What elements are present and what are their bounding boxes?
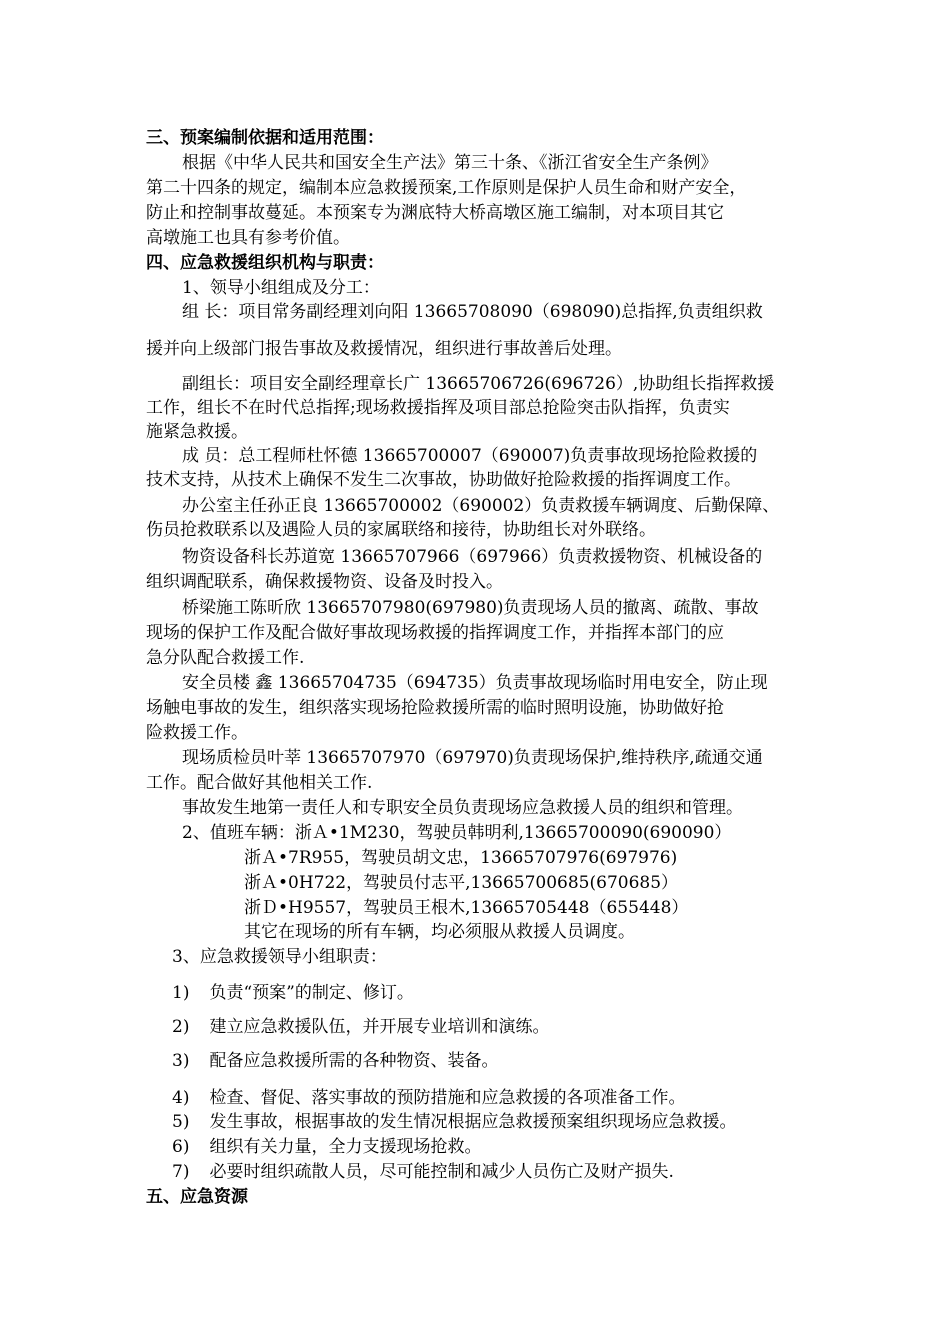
section3-line: 第二十四条的规定，编制本应急救援预案,工作原则是保护人员生命和财产安全， bbox=[146, 178, 747, 198]
quality-line: 现场质检员叶莘 13665707970（697970)负责现场保护,维持秩序,疏通交通 bbox=[182, 748, 763, 768]
duty-text: 必要时组织疏散人员，尽可能控制和减少人员伤亡及财产损失. bbox=[209, 1162, 674, 1182]
leader-line: 援并向上级部门报告事故及救援情况，组织进行事故善后处理。 bbox=[146, 339, 622, 359]
vehicle-line: 浙Ａ•0H722，驾驶员付志平,13665700685(670685） bbox=[244, 873, 679, 893]
member-line: 技术支持，从技术上确保不发生二次事故，协助做好抢险救援的指挥调度工作。 bbox=[146, 470, 741, 490]
duty-text: 建立应急救援队伍，并开展专业培训和演练。 bbox=[209, 1017, 550, 1037]
office-line: 伤员抢救联系以及遇险人员的家属联络和接待，协助组长对外联络。 bbox=[146, 520, 656, 540]
duty-text: 负责“预案”的制定、修订。 bbox=[209, 983, 414, 1003]
bridge-line: 桥梁施工陈昕欣 13665707980(697980)负责现场人员的撤离、疏散、事故 bbox=[182, 598, 759, 618]
vehicle-line: 浙Ｄ•H9557，驾驶员王根木,13665705448（655448） bbox=[244, 898, 689, 918]
duty-item bbox=[172, 1015, 549, 1039]
safety-line: 场触电事故的发生，组织落实现场抢险救援所需的临时照明设施，协助做好抢 bbox=[146, 698, 724, 718]
vehicle-line: 浙Ａ•7R955，驾驶员胡文忠，13665707976(697976) bbox=[244, 848, 678, 868]
duty-text: 配备应急救援所需的各种物资、装备。 bbox=[209, 1051, 499, 1071]
duty-text: 组织有关力量，全力支援现场抢救。 bbox=[209, 1137, 482, 1157]
member-line: 成 员：总工程师杜怀德 13665700007（690007)负责事故现场抢险救援的 bbox=[182, 446, 758, 466]
duty-number: 5) bbox=[172, 1112, 190, 1132]
section5-heading: 五、应急资源 bbox=[146, 1187, 248, 1207]
material-line: 物资设备科长苏道宽 13665707966（697966）负责救援物资、机械设备的 bbox=[182, 547, 763, 567]
duty-item bbox=[172, 1049, 498, 1073]
duty-number: 2) bbox=[172, 1017, 190, 1037]
duty-number: 1) bbox=[172, 983, 190, 1003]
office-line: 办公室主任孙正良 13665700002（690002）负责救援车辆调度、后勤保障、 bbox=[182, 496, 780, 516]
quality-line: 工作。配合做好其他相关工作. bbox=[146, 773, 373, 793]
bridge-line: 急分队配合救援工作. bbox=[146, 648, 305, 668]
safety-line: 险救援工作。 bbox=[146, 723, 248, 743]
duty-item bbox=[172, 1160, 674, 1184]
section3-line: 防止和控制事故蔓延。本预案专为渊底特大桥高墩区施工编制，对本项目其它 bbox=[146, 203, 724, 223]
subsection-2-heading: 2、值班车辆：浙Ａ•1M230，驾驶员韩明利,13665700090(690090） bbox=[182, 823, 732, 843]
duty-number: 7) bbox=[172, 1162, 190, 1182]
subsection-3-heading: 3、应急救援领导小组职责： bbox=[172, 947, 387, 967]
leader-line: 组 长：项目常务副经理刘向阳 13665708090（698090)总指挥,负责组织救 bbox=[182, 302, 763, 322]
deputy-line: 副组长：项目安全副经理章长广 13665706726(696726）,协助组长指挥救援 bbox=[182, 374, 775, 394]
safety-line: 安全员楼 鑫 13665704735（694735）负责事故现场临时用电安全，防止现 bbox=[182, 673, 768, 693]
duty-item bbox=[172, 1135, 481, 1159]
duty-item bbox=[172, 1086, 685, 1110]
duty-item bbox=[172, 981, 414, 1005]
deputy-line: 施紧急救援。 bbox=[146, 422, 248, 442]
duty-item bbox=[172, 1110, 736, 1134]
deputy-line: 工作，组长不在时代总指挥;现场救援指挥及项目部总抢险突击队指挥，负责实 bbox=[146, 398, 730, 418]
section3-line: 根据《中华人民共和国安全生产法》第三十条、《浙江省安全生产条例》 bbox=[182, 153, 718, 173]
section3-heading: 三、预案编制依据和适用范围： bbox=[146, 128, 384, 148]
section3-line: 高墩施工也具有参考价值。 bbox=[146, 228, 350, 248]
responsible-line: 事故发生地第一责任人和专职安全员负责现场应急救援人员的组织和管理。 bbox=[182, 798, 743, 818]
duty-text: 检查、督促、落实事故的预防措施和应急救援的各项准备工作。 bbox=[209, 1088, 686, 1108]
vehicle-note: 其它在现场的所有车辆，均必须服从救援人员调度。 bbox=[244, 922, 635, 942]
bridge-line: 现场的保护工作及配合做好事故现场救援的指挥调度工作，并指挥本部门的应 bbox=[146, 623, 724, 643]
subsection-1-heading: 1、领导小组组成及分工： bbox=[182, 278, 380, 298]
material-line: 组织调配联系，确保救援物资、设备及时投入。 bbox=[146, 572, 503, 592]
duty-number: 4) bbox=[172, 1088, 190, 1108]
duty-number: 6) bbox=[172, 1137, 190, 1157]
section4-heading: 四、应急救援组织机构与职责： bbox=[146, 253, 384, 273]
duty-text: 发生事故，根据事故的发生情况根据应急救援预案组织现场应急救援。 bbox=[209, 1112, 737, 1132]
duty-number: 3) bbox=[172, 1051, 190, 1071]
